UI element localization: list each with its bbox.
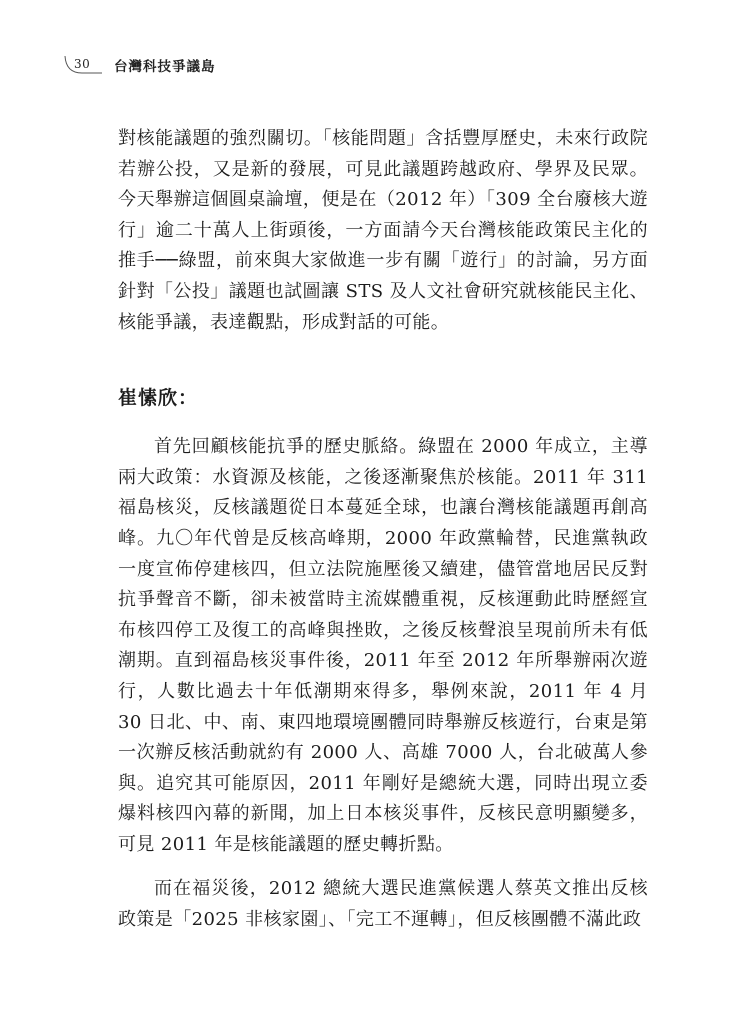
speaker-name: 崔愫欣： [118, 387, 199, 410]
page-body [118, 124, 648, 936]
book-title: 台灣科技爭議島 [114, 59, 216, 75]
paragraph-gap [118, 860, 648, 874]
page-number-badge [62, 54, 106, 76]
paragraph-intro: 對核能議題的強烈關切。「核能問題」含括豐厚歷史，未來行政院若辦公投，又是新的發展，可見此議題跨越政府、學界及民眾。今天舉辦這個圓桌論壇，便是在（2012 年）「309 全台廢核大遊行」逾二十萬人上街頭後，一方面請今天台灣核能政策民主化的推手──綠盟，前來與大家做進一步有關「遊行」的討論，另方面針對「公投」議題也試圖讓 STS 及人文社會研究就核能民主化、核能爭議，表達觀點，形成對話的可能。 [118, 128, 648, 333]
running-header [62, 54, 216, 76]
paragraph-history: 首先回顧核能抗爭的歷史脈絡。綠盟在 2000 年成立，主導兩大政策：水資源及核能，之後逐漸聚焦於核能。2011 年 311 福島核災，反核議題從日本蔓延全球，也讓台灣核能議題再創高峰。九〇年代曾是反核高峰期，2000 年政黨輪替，民進黨執政一度宣佈停建核四，但立法院施壓後又續建，儘管當地居民反對抗爭聲音不斷，卻未被當時主流媒體重視，反核運動此時歷經宣布核四停工及復工的高峰與挫敗，之後反核聲浪呈現前所未有低潮期。直到福島核災事件後，2011 年至 2012 年所舉辦兩次遊行，人數比過去十年低潮期來得多，舉例來說，2011 年 4 月 30 日北、中、南、東四地環境團體同時舉辦反核遊行，台東是第一次辦反核活動就約有 2000 人、高雄 7000 人，台北破萬人參與。追究其可能原因，2011 年剛好是總統大選，同時出現立委爆料核四內幕的新聞，加上日本核災事件，反核民意明顯變多，可見 2011 年是核能議題的歷史轉折點。 [118, 436, 648, 855]
page-number: 30 [74, 57, 91, 71]
paragraph-after-disaster: 而在福災後，2012 總統大選民進黨候選人蔡英文推出反核政策是「2025 非核家園」、「完工不運轉」，但反核團體不滿此政 [118, 878, 648, 931]
